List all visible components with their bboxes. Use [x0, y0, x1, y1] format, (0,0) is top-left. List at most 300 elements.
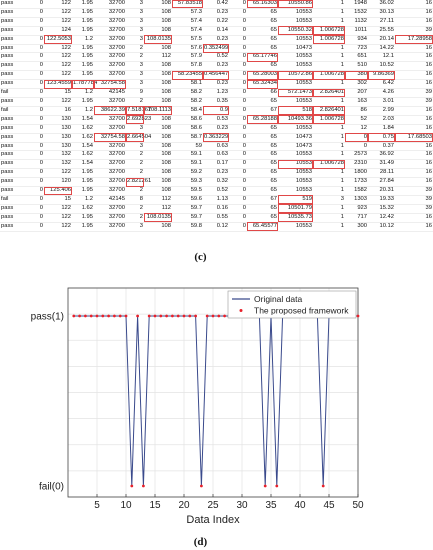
- table-cell: 10553: [278, 222, 313, 231]
- table-cell: 57.4: [172, 17, 203, 26]
- table-cell: 1: [313, 0, 345, 8]
- table-cell: 0: [28, 71, 44, 80]
- table-cell: 15: [44, 89, 72, 98]
- table-cell: 0: [28, 0, 44, 8]
- table-cell: 10550.86: [278, 0, 313, 8]
- table-cell: 1: [313, 213, 345, 222]
- table-cell: 39: [395, 89, 433, 98]
- table-cell: 16: [395, 8, 433, 17]
- table-row: [0, 44, 433, 53]
- table-cell: 57.83518: [172, 0, 203, 8]
- table-cell: 2: [126, 53, 144, 62]
- table-cell: 0: [28, 62, 44, 71]
- table-cell: 1532: [345, 8, 368, 17]
- table-cell: 2: [126, 187, 144, 196]
- data-table: [0, 0, 433, 232]
- table-cell: 10553: [278, 8, 313, 17]
- table-cell: 10.52: [368, 62, 395, 71]
- x-tick-label: 40: [294, 500, 306, 511]
- table-cell: 0: [229, 62, 247, 71]
- table-cell: 57.6: [172, 44, 203, 53]
- table-cell: 108: [144, 80, 172, 89]
- table-cell: 0: [28, 178, 44, 187]
- table-cell: 32700: [94, 160, 126, 169]
- table-cell: 10553: [278, 151, 313, 160]
- table-cell: 14.22: [368, 44, 395, 53]
- table-cell: 1.95: [72, 26, 94, 35]
- table-cell: 0.9: [203, 106, 229, 115]
- table-cell: 10473: [278, 44, 313, 53]
- table-row: [0, 89, 433, 98]
- table-cell: 1.95: [72, 71, 94, 80]
- table-cell: 0: [229, 133, 247, 142]
- table-cell: 67: [247, 195, 278, 204]
- x-tick-label: 15: [149, 500, 161, 511]
- series-point-proposed: [357, 315, 360, 318]
- table-cell: 31.49: [368, 160, 395, 169]
- table-cell: pass: [0, 178, 28, 187]
- table-cell: 0: [229, 44, 247, 53]
- table-cell: 25.55: [368, 26, 395, 35]
- table-cell: 1.62: [72, 151, 94, 160]
- table-cell: 32700: [94, 115, 126, 124]
- table-cell: 0.23: [203, 124, 229, 133]
- table-cell: 58.1: [172, 80, 203, 89]
- table-cell: 1132: [345, 17, 368, 26]
- data-table-panel: [0, 0, 432, 250]
- table-cell: 122: [44, 8, 72, 17]
- table-row: [0, 115, 433, 124]
- table-cell: 10553: [278, 97, 313, 106]
- table-cell: 0: [229, 0, 247, 8]
- table-cell: 15.32: [368, 204, 395, 213]
- table-cell: 120: [44, 178, 72, 187]
- table-cell: 723: [345, 44, 368, 53]
- table-cell: 58.6: [172, 124, 203, 133]
- table-cell: 1: [313, 97, 345, 106]
- table-cell: 1.787784: [72, 80, 94, 89]
- table-cell: 57.3: [172, 8, 203, 17]
- table-cell: 59.1: [172, 151, 203, 160]
- table-cell: 0: [229, 106, 247, 115]
- table-cell: 108: [144, 142, 172, 151]
- table-cell: 0: [229, 160, 247, 169]
- table-row: [0, 35, 433, 44]
- table-cell: 9: [126, 89, 144, 98]
- table-cell: 1.2: [72, 106, 94, 115]
- series-point-proposed: [148, 315, 151, 318]
- table-cell: 16: [395, 62, 433, 71]
- table-cell: 0: [28, 35, 44, 44]
- table-cell: 1.006728: [313, 71, 345, 80]
- table-cell: 39: [395, 187, 433, 196]
- table-row: [0, 0, 433, 8]
- table-cell: 32700: [94, 213, 126, 222]
- table-cell: 65.32434: [247, 80, 278, 89]
- table-cell: 39: [395, 204, 433, 213]
- table-cell: 8: [126, 195, 144, 204]
- table-cell: 10553: [278, 160, 313, 169]
- table-cell: 122: [44, 213, 72, 222]
- table-cell: 65.17746: [247, 53, 278, 62]
- table-cell: 0: [229, 80, 247, 89]
- table-cell: 0: [28, 115, 44, 124]
- series-point-proposed: [142, 485, 145, 488]
- table-cell: 1.006728: [313, 160, 345, 169]
- table-cell: 1.006728: [313, 115, 345, 124]
- legend-swatch-proposed: [240, 309, 243, 312]
- table-cell: 65: [247, 133, 278, 142]
- table-cell: 0: [229, 26, 247, 35]
- table-cell: pass: [0, 97, 28, 106]
- table-cell: 1.95: [72, 17, 94, 26]
- table-row: [0, 26, 433, 35]
- table-cell: 122: [44, 44, 72, 53]
- table-cell: 57.9: [172, 53, 203, 62]
- table-cell: 59.3: [172, 178, 203, 187]
- table-cell: 32700: [94, 178, 126, 187]
- table-cell: 1.95: [72, 178, 94, 187]
- table-cell: 27.11: [368, 17, 395, 26]
- table-cell: 0.23: [203, 62, 229, 71]
- table-cell: 4.26: [368, 89, 395, 98]
- table-cell: 65: [247, 142, 278, 151]
- table-cell: 2: [126, 44, 144, 53]
- table-cell: 0: [229, 151, 247, 160]
- table-cell: 59.5: [172, 187, 203, 196]
- table-cell: 108: [144, 178, 172, 187]
- table-cell: 20.31: [368, 187, 395, 196]
- table-cell: 36.02: [368, 0, 395, 8]
- table-cell: 65: [247, 204, 278, 213]
- table-cell: 65.28188: [247, 115, 278, 124]
- table-cell: 0: [229, 178, 247, 187]
- table-cell: 65: [247, 97, 278, 106]
- table-cell: 10553: [278, 187, 313, 196]
- x-tick-label: 30: [236, 500, 248, 511]
- table-cell: 17.68503: [395, 133, 433, 142]
- table-cell: 0: [229, 115, 247, 124]
- table-cell: pass: [0, 35, 28, 44]
- table-cell: 122: [44, 169, 72, 178]
- table-cell: 1.2: [72, 195, 94, 204]
- table-cell: 108: [144, 160, 172, 169]
- table-cell: 58.2: [172, 89, 203, 98]
- table-cell: 32700: [94, 53, 126, 62]
- table-cell: 112: [144, 195, 172, 204]
- table-cell: 1: [313, 187, 345, 196]
- table-cell: pass: [0, 0, 28, 8]
- table-cell: 32700: [94, 187, 126, 196]
- table-cell: 717: [345, 213, 368, 222]
- table-cell: 2310: [345, 160, 368, 169]
- table-cell: 0: [229, 169, 247, 178]
- table-cell: pass: [0, 17, 28, 26]
- table-cell: 12: [345, 124, 368, 133]
- table-cell: 572.1473: [278, 89, 313, 98]
- table-cell: 108: [144, 133, 172, 142]
- table-row: [0, 106, 433, 115]
- table-cell: 16: [395, 151, 433, 160]
- table-cell: 1.95: [72, 62, 94, 71]
- table-cell: 0: [28, 89, 44, 98]
- table-cell: 1.95: [72, 53, 94, 62]
- table-cell: 1.95: [72, 8, 94, 17]
- table-cell: 0: [28, 97, 44, 106]
- table-row: [0, 124, 433, 133]
- table-cell: 122: [44, 204, 72, 213]
- table-cell: 0.55: [203, 213, 229, 222]
- series-point-proposed: [130, 485, 133, 488]
- table-cell: 10535.73: [278, 213, 313, 222]
- table-cell: 10553: [278, 53, 313, 62]
- table-cell: 10553: [278, 80, 313, 89]
- table-cell: 16: [395, 222, 433, 231]
- table-row: [0, 71, 433, 80]
- table-cell: 59.7: [172, 204, 203, 213]
- x-tick-label: 35: [265, 500, 277, 511]
- table-cell: 0.63: [203, 151, 229, 160]
- table-cell: 1.2: [72, 35, 94, 44]
- table-cell: 0: [28, 124, 44, 133]
- table-row: [0, 8, 433, 17]
- table-cell: 3: [126, 142, 144, 151]
- table-cell: pass: [0, 44, 28, 53]
- series-point-proposed: [200, 485, 203, 488]
- table-cell: 57.4: [172, 26, 203, 35]
- table-cell: 3: [126, 0, 144, 8]
- table-cell: 1: [313, 44, 345, 53]
- table-cell: 38622.39: [94, 106, 126, 115]
- table-cell: 16: [395, 160, 433, 169]
- table-cell: 58.23455: [172, 71, 203, 80]
- table-cell: 10553: [278, 17, 313, 26]
- table-cell: 0.23: [203, 169, 229, 178]
- table-cell: 32700: [94, 142, 126, 151]
- table-cell: 122: [44, 222, 72, 231]
- table-cell: 10572.86: [278, 71, 313, 80]
- table-cell: 32700: [94, 17, 126, 26]
- table-cell: 10553: [278, 169, 313, 178]
- table-row: [0, 195, 433, 204]
- table-cell: 122: [44, 97, 72, 106]
- table-cell: 0.456447: [203, 71, 229, 80]
- table-cell: 130: [44, 115, 72, 124]
- table-cell: 0: [28, 26, 44, 35]
- series-point-proposed: [183, 315, 186, 318]
- table-cell: 1948: [345, 0, 368, 8]
- table-cell: 2: [126, 169, 144, 178]
- table-cell: 163: [345, 97, 368, 106]
- prediction-chart: [0, 282, 401, 526]
- series-point-proposed: [188, 315, 191, 318]
- table-cell: 1: [313, 62, 345, 71]
- table-cell: 1.13: [203, 195, 229, 204]
- table-cell: 124: [44, 26, 72, 35]
- table-cell: 16: [395, 178, 433, 187]
- table-cell: pass: [0, 71, 28, 80]
- table-cell: pass: [0, 142, 28, 151]
- table-cell: 65: [247, 187, 278, 196]
- table-cell: 0: [28, 80, 44, 89]
- table-row: [0, 80, 433, 89]
- y-tick-label-fail: fail(0): [38, 481, 64, 493]
- table-cell: 65: [247, 62, 278, 71]
- table-cell: 32700: [94, 35, 126, 44]
- table-cell: 0.22: [203, 17, 229, 26]
- table-cell: 16: [395, 213, 433, 222]
- table-cell: pass: [0, 53, 28, 62]
- table-cell: 0: [229, 124, 247, 133]
- table-cell: 923: [345, 204, 368, 213]
- table-cell: 16: [395, 142, 433, 151]
- table-cell: 108: [144, 124, 172, 133]
- table-cell: 32700: [94, 26, 126, 35]
- table-cell: 57.8: [172, 62, 203, 71]
- series-point-proposed: [96, 315, 99, 318]
- series-point-proposed: [119, 315, 122, 318]
- table-cell: 16: [395, 169, 433, 178]
- table-cell: pass: [0, 62, 28, 71]
- table-cell: 0.32: [203, 178, 229, 187]
- table-cell: 108.1113: [144, 106, 172, 115]
- table-cell: 57.5: [172, 35, 203, 44]
- table-cell: 132: [44, 160, 72, 169]
- table-cell: 16: [395, 106, 433, 115]
- series-point-proposed: [322, 485, 325, 488]
- table-cell: 130: [44, 142, 72, 151]
- table-cell: 0.363229: [203, 133, 229, 142]
- table-cell: 1.84: [368, 124, 395, 133]
- table-cell: 0: [28, 213, 44, 222]
- table-cell: pass: [0, 222, 28, 231]
- table-cell: 42145: [94, 195, 126, 204]
- series-point-proposed: [101, 315, 104, 318]
- table-cell: 0: [28, 133, 44, 142]
- table-cell: 0: [229, 204, 247, 213]
- table-cell: 58.2: [172, 97, 203, 106]
- table-cell: 1582: [345, 187, 368, 196]
- table-cell: 9.86369: [368, 71, 395, 80]
- table-cell: 65: [247, 124, 278, 133]
- table-cell: 0: [229, 142, 247, 151]
- table-cell: 59.8: [172, 222, 203, 231]
- table-cell: 108: [144, 0, 172, 8]
- table-cell: 2: [126, 97, 144, 106]
- table-cell: 1: [313, 17, 345, 26]
- table-cell: 65.45577: [247, 222, 278, 231]
- table-cell: 1.95: [72, 213, 94, 222]
- table-cell: 0.52: [203, 187, 229, 196]
- table-cell: 65.16303: [247, 0, 278, 8]
- table-cell: pass: [0, 213, 28, 222]
- table-cell: 16: [395, 17, 433, 26]
- table-row: [0, 17, 433, 26]
- table-cell: fail: [0, 195, 28, 204]
- table-cell: 59.2: [172, 169, 203, 178]
- table-cell: 10473: [278, 142, 313, 151]
- table-cell: 1: [313, 124, 345, 133]
- table-cell: 32700: [94, 8, 126, 17]
- table-cell: 6.42: [368, 80, 395, 89]
- table-cell: 32754.58: [94, 133, 126, 142]
- table-cell: 2: [126, 160, 144, 169]
- table-cell: 0.17: [203, 160, 229, 169]
- table-cell: 651: [345, 53, 368, 62]
- table-cell: 2573: [345, 151, 368, 160]
- table-cell: 0: [345, 142, 368, 151]
- table-cell: 108: [144, 169, 172, 178]
- table-cell: 1.54: [72, 160, 94, 169]
- table-cell: 32700: [94, 151, 126, 160]
- table-row: [0, 222, 433, 231]
- table-cell: 7.518167: [126, 106, 144, 115]
- series-point-proposed: [125, 315, 128, 318]
- table-cell: 0.37: [368, 142, 395, 151]
- table-cell: 510: [345, 62, 368, 71]
- table-cell: 108: [144, 44, 172, 53]
- table-cell: 65.28003: [247, 71, 278, 80]
- series-line-original: [74, 316, 358, 486]
- table-cell: 59.7: [172, 213, 203, 222]
- table-cell: 1800: [345, 169, 368, 178]
- table-cell: 10553: [278, 62, 313, 71]
- table-cell: 65: [247, 178, 278, 187]
- table-cell: pass: [0, 133, 28, 142]
- table-cell: 2: [126, 204, 144, 213]
- table-cell: 0: [28, 17, 44, 26]
- series-point-proposed: [212, 315, 215, 318]
- table-cell: 1: [313, 151, 345, 160]
- table-cell: 59.6: [172, 195, 203, 204]
- table-cell: 65: [247, 35, 278, 44]
- table-cell: 0: [229, 89, 247, 98]
- table-cell: fail: [0, 89, 28, 98]
- table-cell: 122: [44, 53, 72, 62]
- table-cell: 518: [278, 106, 313, 115]
- legend-label-original: Original data: [254, 294, 303, 304]
- table-cell: 0: [229, 17, 247, 26]
- table-cell: 0: [229, 222, 247, 231]
- table-cell: 1.2: [72, 89, 94, 98]
- table-cell: 1: [313, 80, 345, 89]
- table-cell: 122.5053: [44, 35, 72, 44]
- table-row: [0, 160, 433, 169]
- table-cell: 3: [313, 195, 345, 204]
- table-cell: 3: [126, 124, 144, 133]
- table-cell: 0: [28, 44, 44, 53]
- table-cell: 65: [247, 169, 278, 178]
- table-cell: 0.23: [203, 80, 229, 89]
- table-cell: 32700: [94, 0, 126, 8]
- table-row: [0, 142, 433, 151]
- table-cell: 67: [247, 106, 278, 115]
- table-cell: 65: [247, 151, 278, 160]
- table-cell: 10473: [278, 133, 313, 142]
- chart-caption: (d): [193, 536, 208, 548]
- table-cell: 32700: [94, 44, 126, 53]
- series-point-proposed: [206, 315, 209, 318]
- series-point-proposed: [159, 315, 162, 318]
- table-cell: 3.01: [368, 97, 395, 106]
- table-cell: 16: [44, 106, 72, 115]
- table-cell: 108: [144, 26, 172, 35]
- table-cell: 1.006728: [313, 26, 345, 35]
- table-cell: 58.7: [172, 133, 203, 142]
- table-cell: pass: [0, 26, 28, 35]
- table-cell: 1733: [345, 178, 368, 187]
- table-cell: 65: [247, 8, 278, 17]
